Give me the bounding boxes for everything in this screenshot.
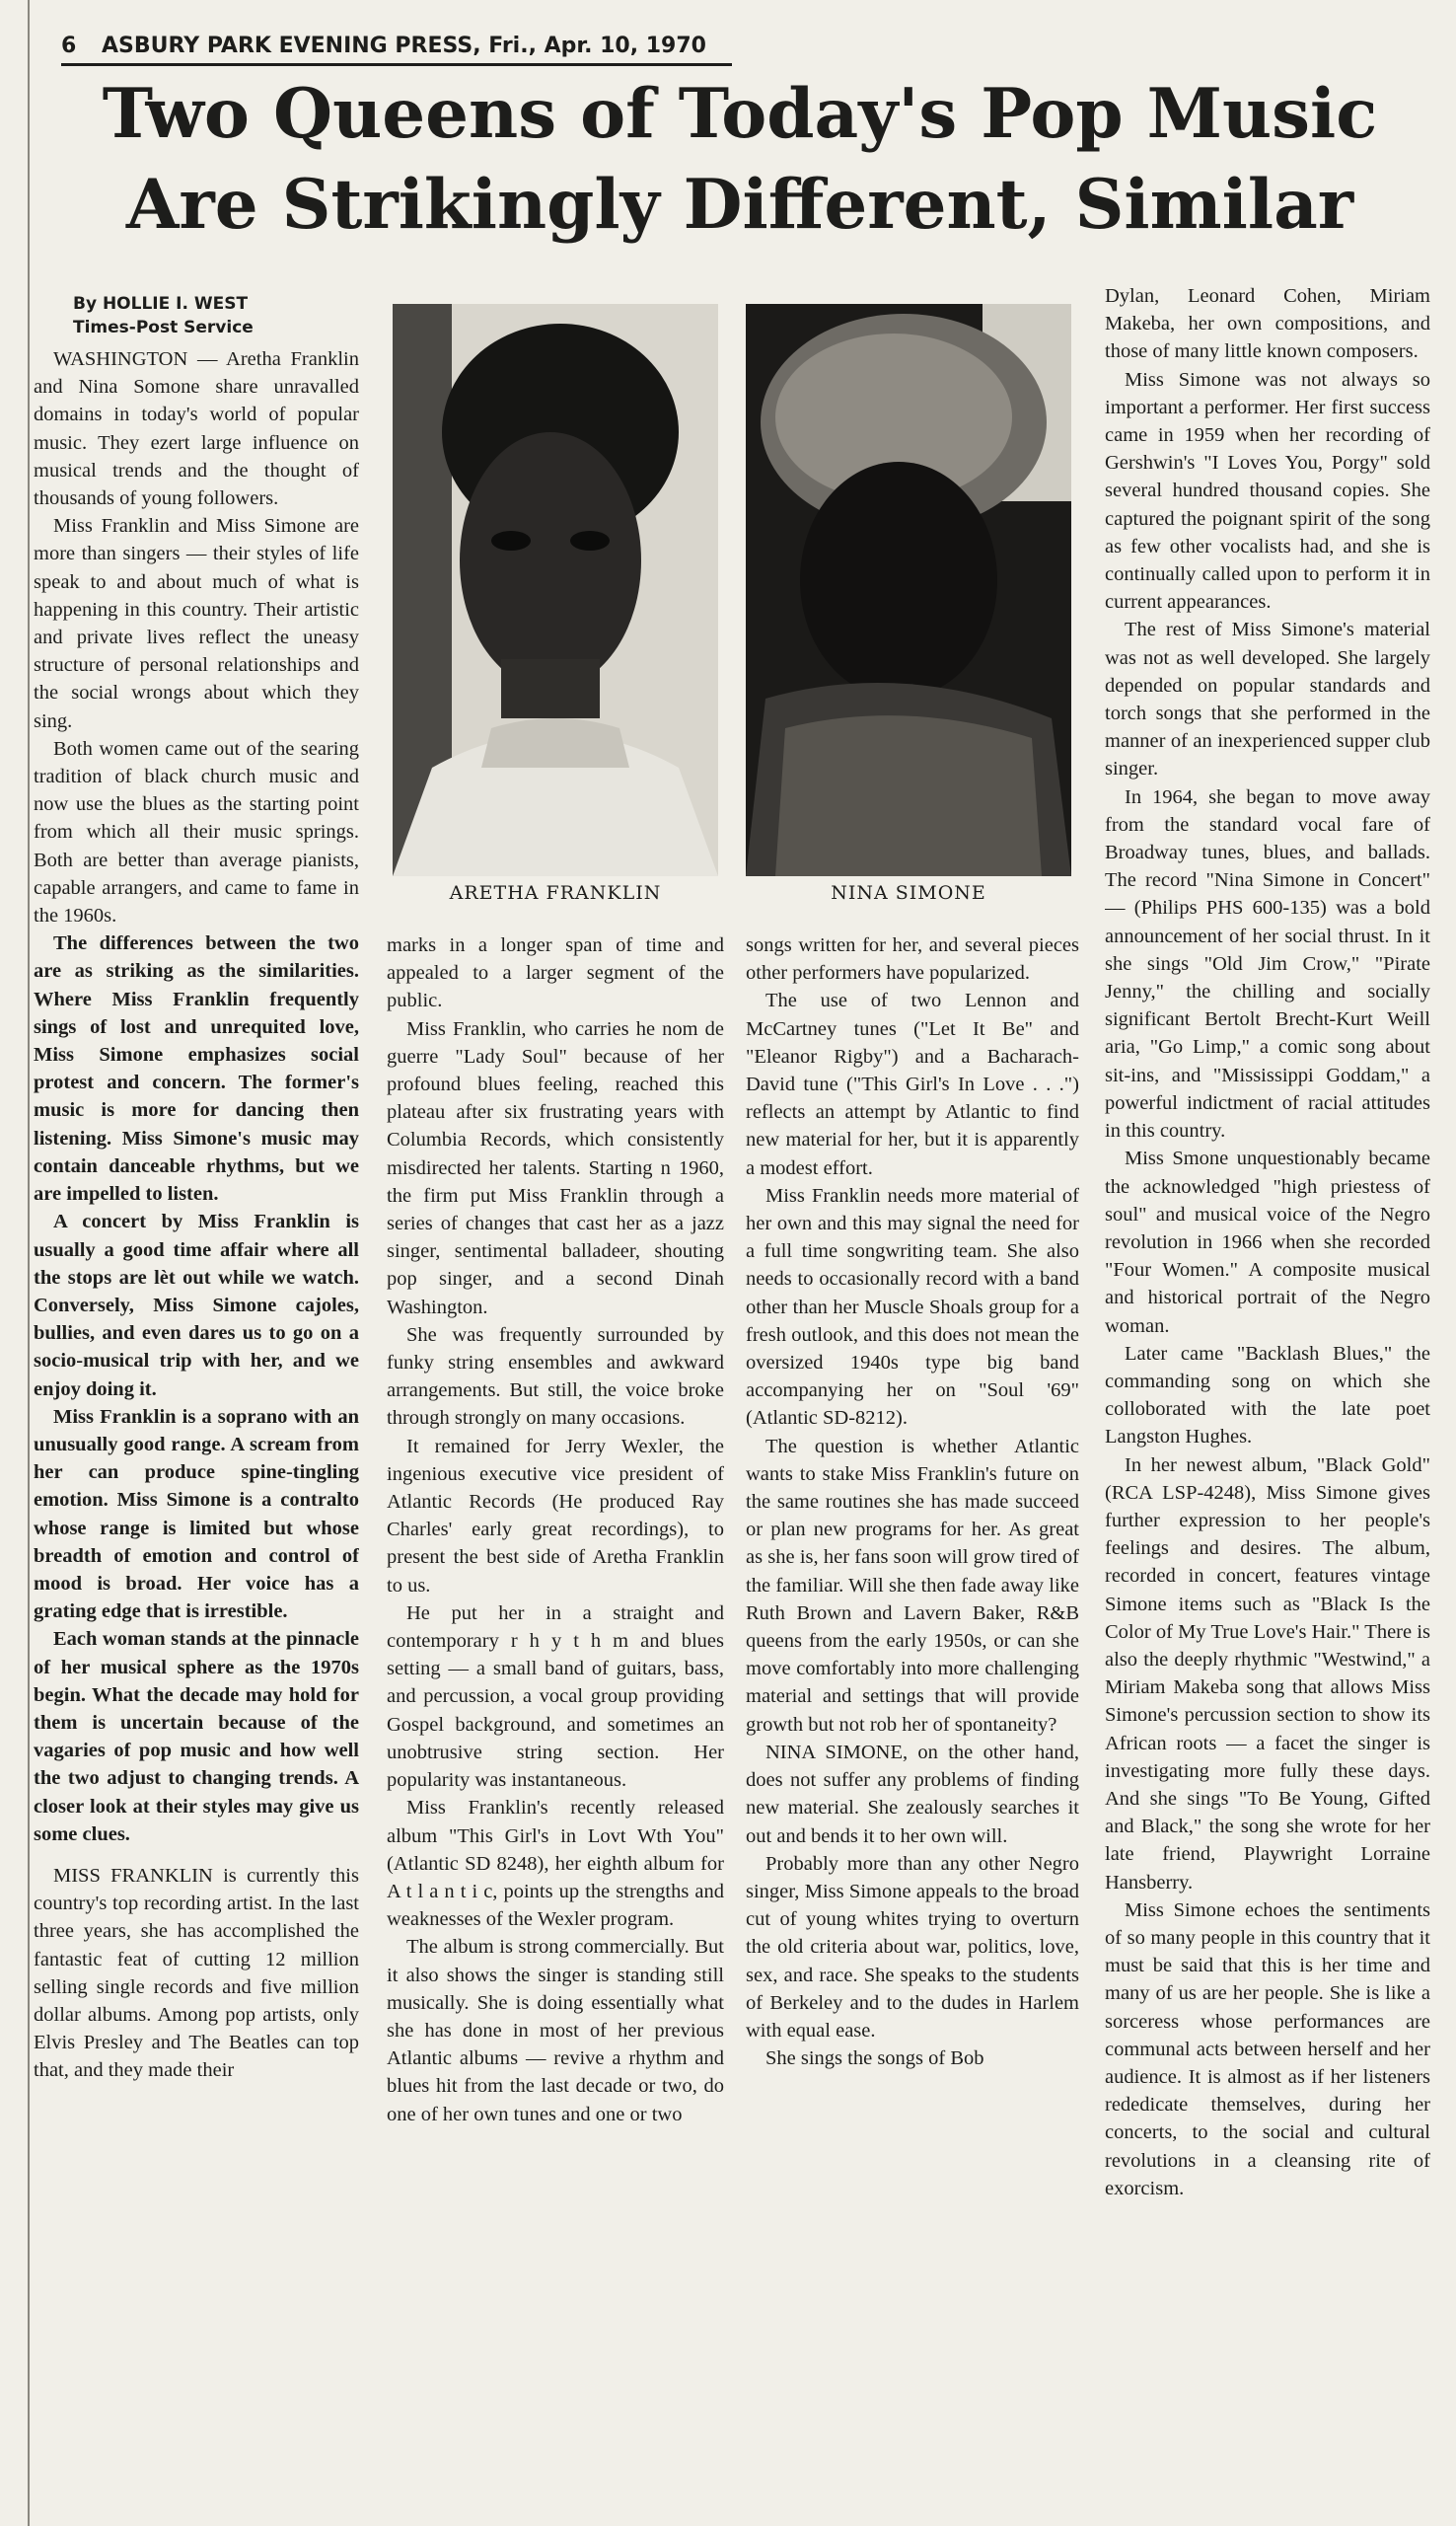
paragraph: songs written for her, and several pieces other performers have popularized.	[746, 934, 1079, 985]
paragraph: Miss Simone was not always so important a performer. Her first success came in 1959 when her recording of Gershwin's "I Loves You, Porgy" sold several hundred thousand copies. She captured the poignant spirit of the song as few other vocalists had, and she is continually called upon to perform it in current appearances.	[1105, 368, 1430, 614]
article-column-1	[34, 292, 359, 2473]
paragraph: The album is strong commercially. But it also shows the singer is standing still musically. She is doing essentially what she has done in most of her previous Atlantic albums — revive a rhythm and blues hit from the last decade or two, do one of her own tunes and one or two	[387, 1936, 724, 2125]
paragraph: The question is whether Atlantic wants to stake Miss Franklin's future on the same routines she has made succeed or plan new programs for her. As great as she is, her fans soon will grow tired of the familiar. Will she then fade away like Ruth Brown and Lavern Baker, R&B queens from the early 1950s, or can she move comfortably into more challenging material and settings that will provide growth but not rob her of spontaneity?	[746, 1435, 1079, 1736]
paragraph: NINA SIMONE, on the other hand, does not suffer any problems of finding new material. She zealously searches it out and bends it to her own will.	[746, 1741, 1079, 1847]
article-column-2	[387, 931, 724, 2421]
paragraph: Miss Franklin, who carries he nom de guerre "Lady Soul" because of her profound blues feeling, reached this plateau after six frustrating years with Columbia Records, which consistently misdirected her talents. Starting n 1960, the firm put Miss Franklin through a series of changes that cast her as a jazz singer, sentimental balladeer, shouting pop singer, and a second Dinah Washington.	[387, 1017, 724, 1318]
paragraph: She was frequently surrounded by funky string ensembles and awkward arrangements. But still, the voice broke through strongly on many occasions.	[387, 1323, 724, 1430]
paragraph: In her newest album, "Black Gold" (RCA LSP-4248), Miss Simone gives further expression to her people's feelings and desires. The album, recorded in concert, features vintage Simone items such as "Black Is the Color of My True Love's Hair." There is also the deeply rhythmic "Westwind," a Miriam Makeba song that allows Miss Simone's percussion section to show its African roots — a facet the singer is investigating more fully these days. And she sings "To Be Young, Gifted and Black," the song she wrote for her late friend, Playwright Lorraine Hansberry.	[1105, 1453, 1430, 1894]
page-edge-rule	[28, 0, 30, 2526]
paragraph: The use of two Lennon and McCartney tunes ("Let It Be" and "Eleanor Rigby") and a Bacharach-David tune ("This Girl's In Love . . .") reflects an attempt by Atlantic to find new material for her, but it is apparently a modest effort.	[746, 990, 1079, 1179]
page-number: 6	[61, 34, 77, 58]
paragraph: Miss Smone unquestionably became the acknowledged "high priestess of soul" and musical voice of the Negro revolution in 1966 when she recorded "Four Women." A composite musical and historical portrait of the Negro woman.	[1105, 1148, 1430, 1337]
paragraph: Both women came out of the searing tradition of black church music and now use the blues as the starting point from which all their music springs. Both are better than average pianists, capable arrangers, and came to fame in the 1960s.	[34, 737, 359, 928]
paragraph: Probably more than any other Negro singer, Miss Simone appeals to the broad cut of young whites trying to overturn the old criteria about war, politics, love, sex, and race. She speaks to the students of Berkeley and to the dudes in Harlem with equal ease.	[746, 1852, 1079, 2042]
paragraph: A concert by Miss Franklin is usually a good time affair where all the stops are lèt out while we watch. Conversely, Miss Simone cajoles, bullies, and even dares us to go on a socio-musical trip with her, and we enjoy doing it.	[34, 1211, 359, 1400]
caption-aretha-franklin: ARETHA FRANKLIN	[449, 882, 662, 904]
paragraph: MISS FRANKLIN is currently this country's top recording artist. In the last three years, she has accomplished the fantastic feat of cutting 12 million selling single records and five million dollar albums. Among pop artists, only Elvis Presley and The Beatles can top that, and they made their	[34, 1864, 359, 2082]
headline-line-1: Two Queens of Today's Pop Music	[102, 74, 1378, 154]
paragraph: In 1964, she began to move away from the standard vocal fare of Broadway tunes, blues, and ballads. The record "Nina Simone in Concert" — (Philips PHS 600-135) was a bold announcement of her social thrust. In it she sings "Old Jim Crow," "Pirate Jenny," the chilling and socially significant Bertolt Brecht-Kurt Weill aria, "Go Limp," a comic song about sit-ins, and "Mississippi Goddam," a powerful indictment of racial attitudes in this country.	[1105, 785, 1430, 1143]
headline	[59, 69, 1420, 251]
paragraph: Miss Franklin and Miss Simone are more than singers — their styles of life speak to and about much of what is happening in this country. Their artistic and private lives reflect the uneasy structure of personal relationships and the social wrongs about which they sing.	[34, 515, 359, 732]
article-column-4	[1105, 282, 1430, 2514]
paragraph: Dylan, Leonard Cohen, Miriam Makeba, her own compositions, and those of many little known composers.	[1105, 285, 1430, 363]
paragraph: Later came "Backlash Blues," the commanding song on which she colloborated with the late poet Langston Hughes.	[1105, 1342, 1430, 1449]
paper-name-date: ASBURY PARK EVENING PRESS, Fri., Apr. 10, 1970	[101, 34, 706, 58]
photo-nina-simone	[746, 304, 1071, 876]
paragraph: WASHINGTON — Aretha Franklin and Nina Somone share unravalled domains in today's world of popular music. They ezert large influence on musical trends and the thought of thousands of young followers.	[34, 348, 359, 510]
paragraph: Each woman stands at the pinnacle of her musical sphere as the 1970s begin. What the decade may hold for them is uncertain because of the vagaries of pop music and how well the two adjust to changing trends. A closer look at their styles may give us some clues.	[34, 1628, 359, 1845]
paragraph: Miss Franklin needs more material of her own and this may signal the need for a full time songwriting team. She also needs to occasionally record with a band other than her Muscle Shoals group for a fresh outlook, and this does not mean the oversized 1940s type big band accompanying her on "Soul '69" (Atlantic SD-8212).	[746, 1184, 1079, 1430]
byline-service: Times-Post Service	[73, 318, 254, 337]
photo-aretha-franklin	[393, 304, 718, 876]
paragraph: The rest of Miss Simone's material was not as well developed. She largely depended on popular standards and torch songs that she performed in the manner of an inexperienced supper club singer.	[1105, 619, 1430, 780]
masthead	[61, 30, 732, 66]
byline-author: By HOLLIE I. WEST	[73, 294, 249, 314]
article-column-3	[746, 931, 1079, 2421]
paragraph: Miss Franklin's recently released album "This Girl's in Lovt Wth You" (Atlantic SD 8248), her eighth album for A t l a n t i c, points up the strengths and weaknesses of the Wexler program.	[387, 1797, 724, 1931]
headline-line-2: Are Strikingly Different, Similar	[125, 165, 1354, 245]
paragraph: He put her in a straight and contemporary r h y t h m and blues setting — a small band of guitars, bass, and percussion, a vocal group providing Gospel background, and sometimes an unobtrusive string section. Her popularity was instantaneous.	[387, 1601, 724, 1792]
caption-nina-simone: NINA SIMONE	[831, 882, 986, 904]
paragraph: Miss Simone echoes the sentiments of so many people in this country that it must be said that this is her time and many of us are her people. She is like a sorceress whose performances are communal acts between herself and her audience. It is almost as if her listeners rededicate themselves, during her concerts, to the social and cultural revolutions in a cleansing rite of exorcism.	[1105, 1898, 1430, 2199]
paragraph: It remained for Jerry Wexler, the ingenious executive vice president of Atlantic Records (He produced Ray Charles' early great recordings), to present the best side of Aretha Franklin to us.	[387, 1435, 724, 1597]
paragraph: The differences between the two are as striking as the similarities. Where Miss Franklin frequently sings of lost and unrequited love, Miss Simone emphasizes social protest and concern. The former's music is more for dancing then listening. Miss Simone's music may contain danceable rhythms, but we are impelled to listen.	[34, 932, 359, 1206]
paragraph: marks in a longer span of time and appealed to a larger segment of the public.	[387, 934, 724, 1012]
paragraph: She sings the songs of Bob	[765, 2047, 984, 2070]
paragraph: Miss Franklin is a soprano with an unusually good range. A scream from her can produce spine-tingling emotion. Miss Simone is a contralto whose range is limited but whose breadth of emotion and control of mood is broad. Her voice has a grating edge that is irrestible.	[34, 1405, 359, 1623]
